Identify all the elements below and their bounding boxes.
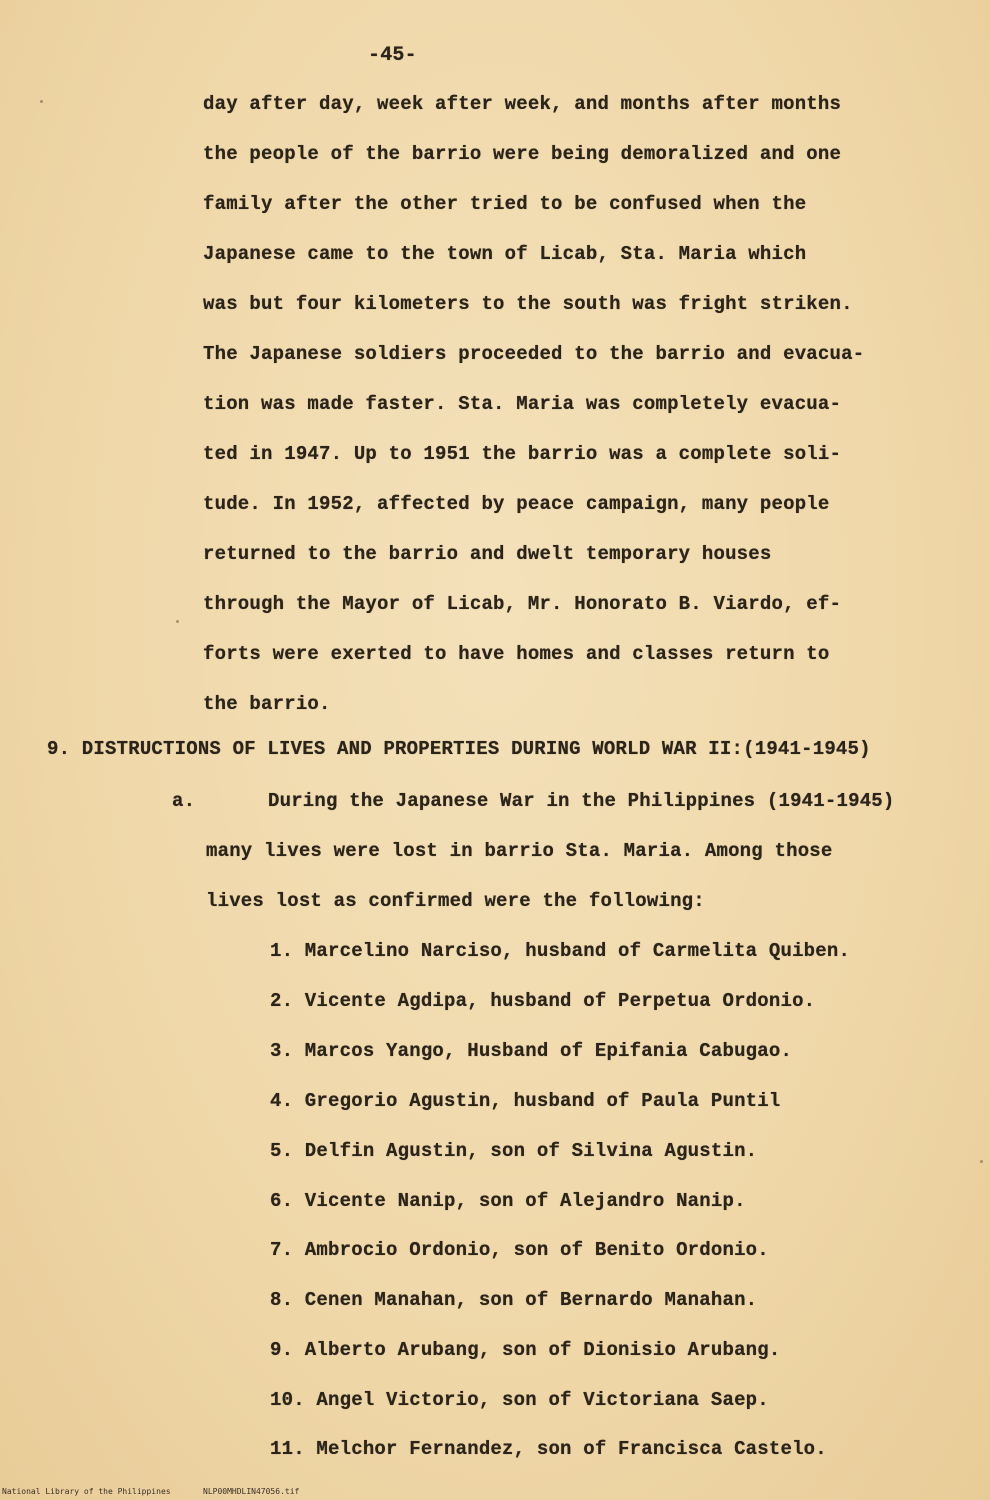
paragraph-line: day after day, week after week, and months after months [203, 93, 842, 115]
subsection-marker: a. [172, 790, 196, 812]
subsection-line: lives lost as confirmed were the following: [206, 890, 705, 912]
list-item: 8. Cenen Manahan, son of Bernardo Manahan. [270, 1289, 758, 1311]
paper-speck [40, 100, 43, 103]
paragraph-line: tude. In 1952, affected by peace campaign, many people [203, 493, 830, 515]
paragraph-line: forts were exerted to have homes and classes return to [203, 643, 830, 665]
list-item: 7. Ambrocio Ordonio, son of Benito Ordonio. [270, 1239, 769, 1261]
paper-speck [980, 1160, 983, 1163]
paragraph-line: family after the other tried to be confused when the [203, 193, 807, 215]
paragraph-line: returned to the barrio and dwelt temporary houses [203, 543, 772, 565]
footer-institution: National Library of the Philippines [2, 1487, 171, 1496]
paragraph-line: the barrio. [203, 693, 331, 715]
subsection-first-line: During the Japanese War in the Philippines (1941-1945) [268, 790, 895, 812]
paragraph-line: the people of the barrio were being demoralized and one [203, 143, 842, 165]
list-item: 1. Marcelino Narciso, husband of Carmelita Quiben. [270, 940, 851, 962]
paragraph-line: The Japanese soldiers proceeded to the barrio and evacua- [203, 343, 865, 365]
list-item: 3. Marcos Yango, Husband of Epifania Cabugao. [270, 1040, 793, 1062]
paragraph-line: tion was made faster. Sta. Maria was completely evacua- [203, 393, 842, 415]
list-item: 5. Delfin Agustin, son of Silvina Agustin. [270, 1140, 758, 1162]
list-item: 6. Vicente Nanip, son of Alejandro Nanip. [270, 1190, 746, 1212]
paragraph-line: was but four kilometers to the south was fright striken. [203, 293, 853, 315]
paragraph-line: ted in 1947. Up to 1951 the barrio was a complete soli- [203, 443, 842, 465]
list-item: 10. Angel Victorio, son of Victoriana Saep. [270, 1389, 769, 1411]
paper-speck [176, 620, 179, 623]
list-item: 2. Vicente Agdipa, husband of Perpetua Ordonio. [270, 990, 816, 1012]
footer-file-id: NLP00MHDLIN47056.tif [203, 1487, 300, 1496]
paragraph-line: Japanese came to the town of Licab, Sta. Maria which [203, 243, 807, 265]
list-item: 11. Melchor Fernandez, son of Francisca Castelo. [270, 1438, 827, 1460]
list-item: 9. Alberto Arubang, son of Dionisio Arubang. [270, 1339, 781, 1361]
list-item: 4. Gregorio Agustin, husband of Paula Puntil [270, 1090, 781, 1112]
section-heading: 9. DISTRUCTIONS OF LIVES AND PROPERTIES DURING WORLD WAR II:(1941-1945) [47, 738, 871, 760]
subsection-line: many lives were lost in barrio Sta. Maria. Among those [206, 840, 833, 862]
page-number: -45- [368, 44, 417, 67]
paragraph-line: through the Mayor of Licab, Mr. Honorato B. Viardo, ef- [203, 593, 842, 615]
